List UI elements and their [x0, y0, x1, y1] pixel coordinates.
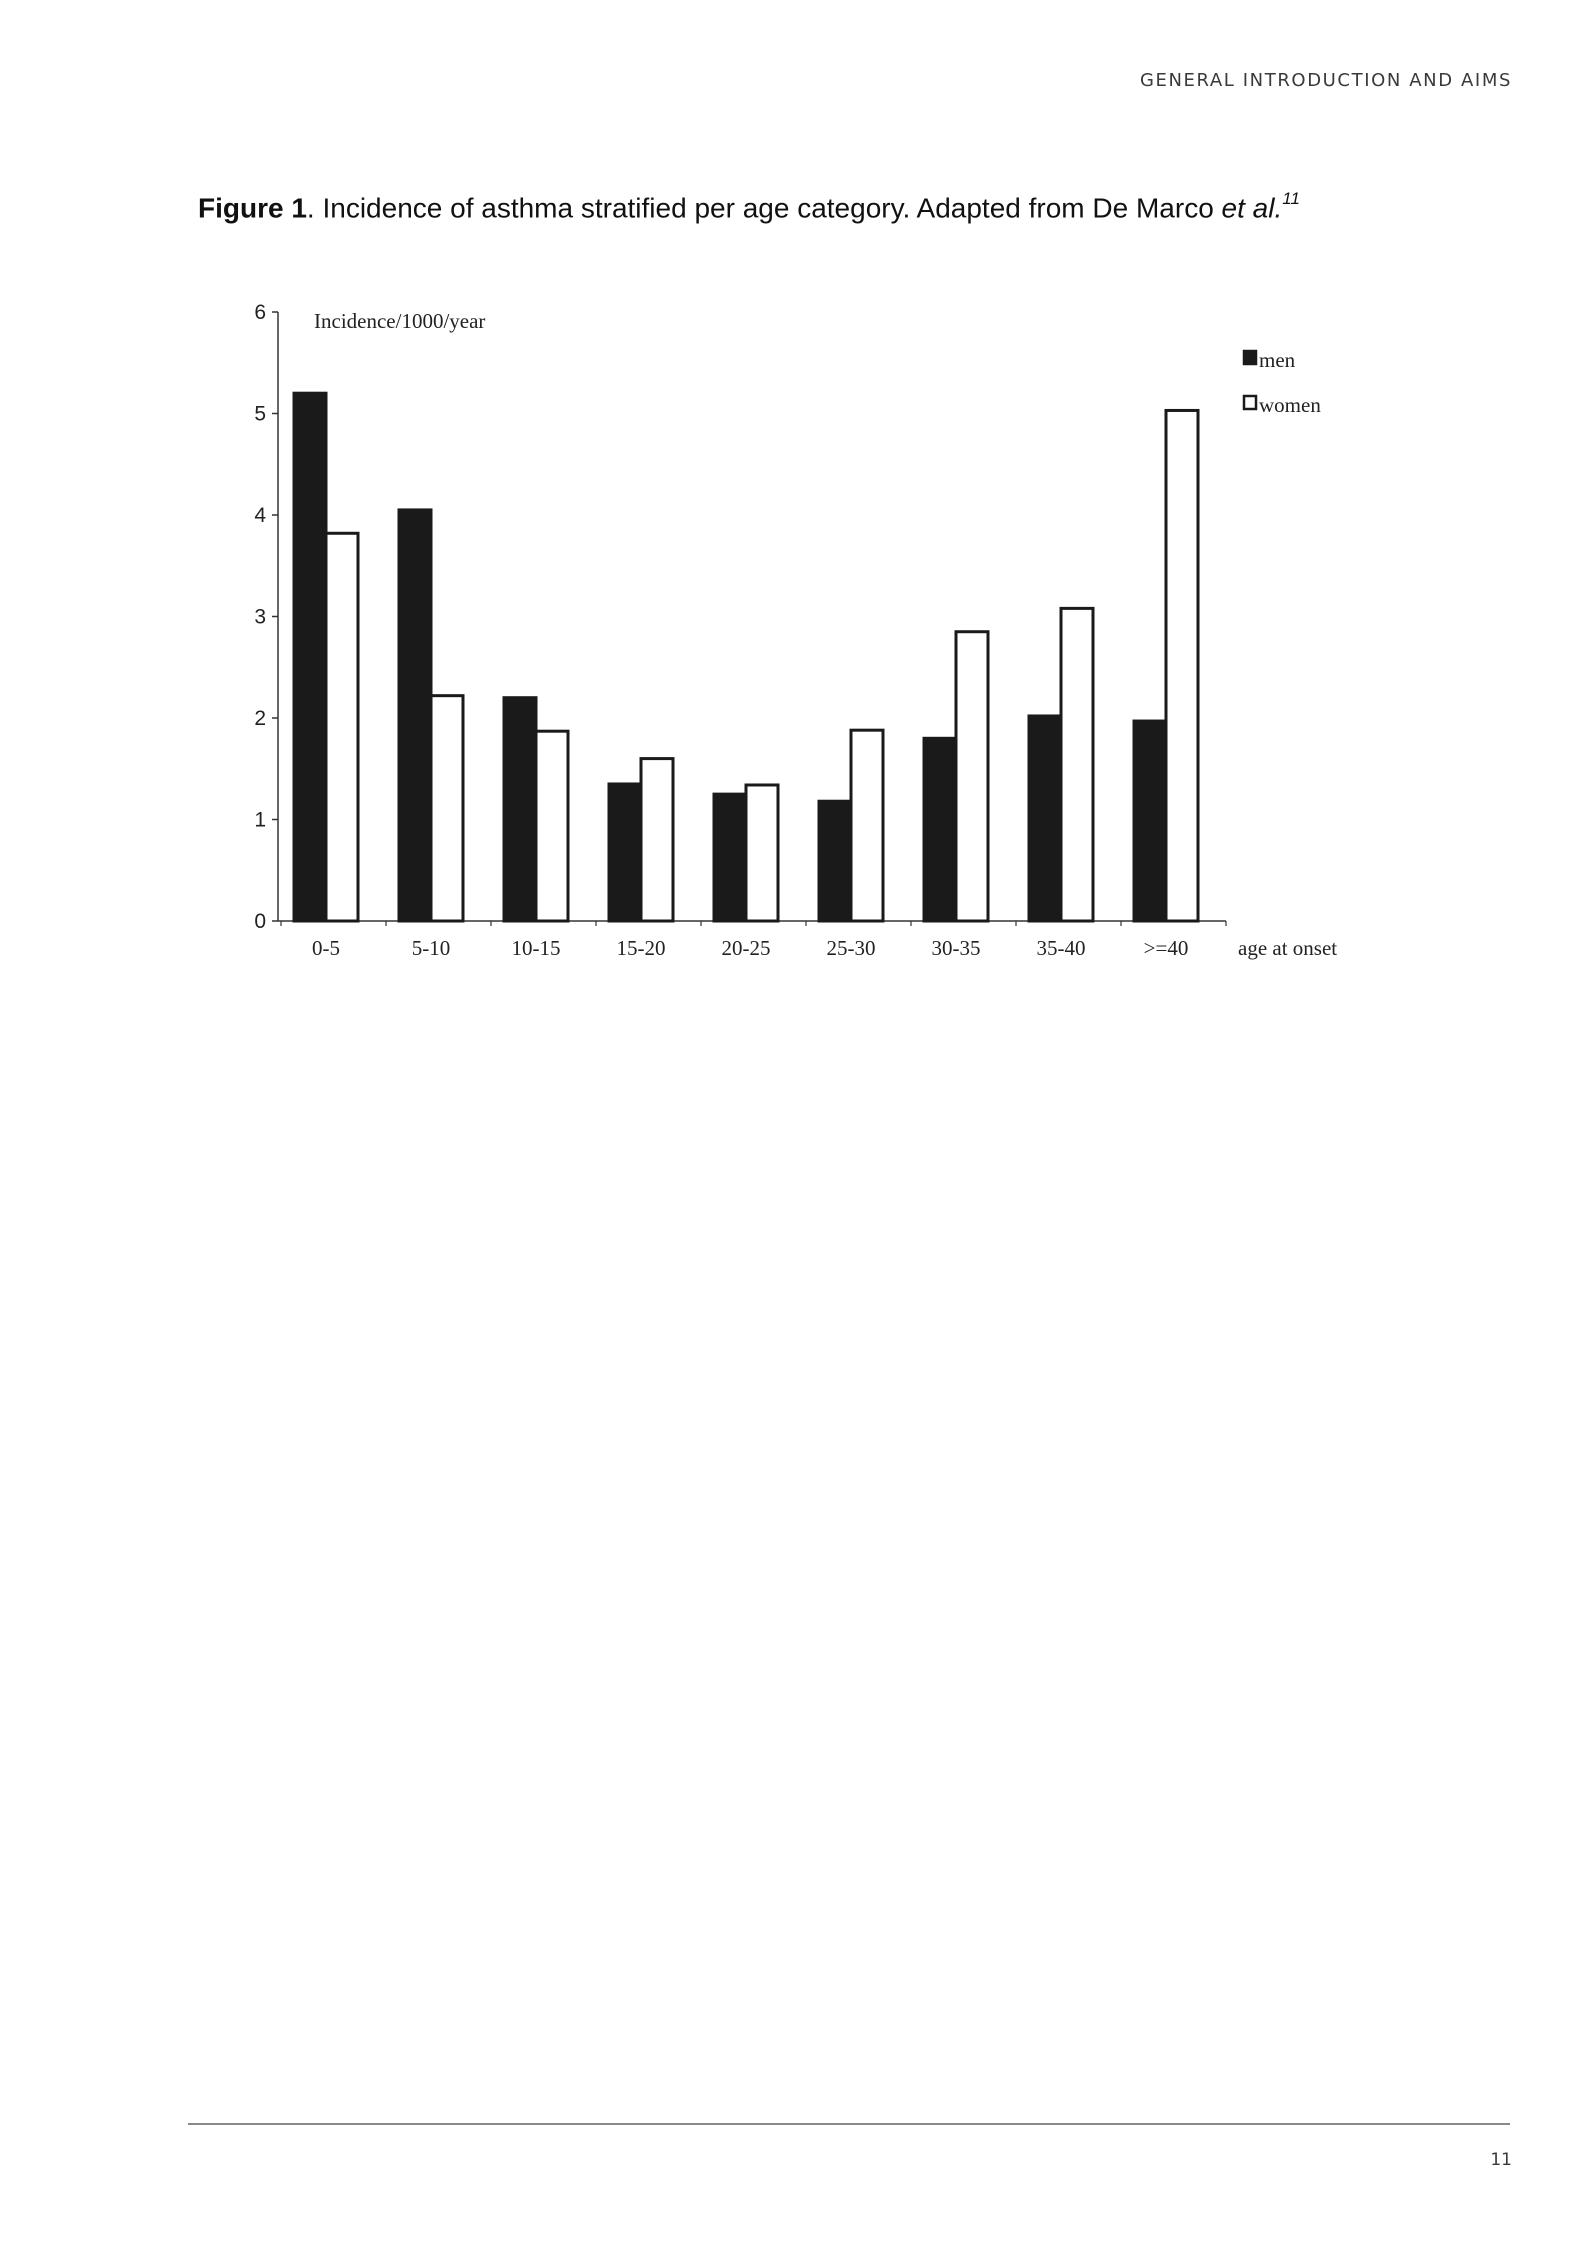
- bar-men-35-40: [1029, 716, 1061, 921]
- bar-men->=40: [1134, 721, 1166, 921]
- legend-label-men: men: [1259, 348, 1296, 372]
- figure-label: Figure 1: [198, 192, 307, 224]
- bar-men-25-30: [819, 801, 851, 921]
- bar-chart: [228, 290, 1378, 990]
- bar-men-30-35: [924, 738, 956, 921]
- footer-rule: [188, 2123, 1510, 2125]
- caption-reference: 11: [1282, 189, 1300, 208]
- x-tick-label: 15-20: [616, 936, 666, 960]
- y-tick-label: 5: [254, 402, 266, 426]
- bar-women-5-10: [431, 696, 463, 921]
- bar-men-10-15: [504, 698, 536, 921]
- caption-text: . Incidence of asthma stratified per age category. Adapted from De Marco: [306, 192, 1222, 224]
- bar-women->=40: [1166, 410, 1198, 921]
- x-tick-label: 25-30: [826, 936, 876, 960]
- x-tick-label: 5-10: [411, 936, 451, 960]
- x-axis-label: age at onset: [1238, 936, 1338, 960]
- bar-women-25-30: [851, 730, 883, 921]
- x-tick-label: 35-40: [1036, 936, 1086, 960]
- x-tick-label: 0-5: [312, 936, 340, 960]
- y-tick-label: 4: [254, 504, 266, 527]
- x-tick-label: 20-25: [721, 936, 771, 960]
- bar-men-5-10: [399, 510, 431, 921]
- y-tick-label: 1: [254, 808, 266, 832]
- legend-label-women: women: [1259, 393, 1321, 417]
- bar-women-0-5: [326, 533, 358, 921]
- y-tick-label: 0: [254, 910, 266, 933]
- y-tick-label: 6: [254, 301, 266, 324]
- legend-swatch-men: [1244, 351, 1256, 364]
- bar-women-30-35: [956, 632, 988, 921]
- page-number: 11: [1490, 2150, 1512, 2170]
- bar-women-15-20: [641, 759, 673, 921]
- bar-women-10-15: [536, 731, 568, 921]
- bar-women-20-25: [746, 785, 778, 921]
- legend-swatch-women: [1244, 396, 1256, 409]
- figure-caption: [198, 189, 1300, 224]
- running-header: GENERAL INTRODUCTION AND AIMS: [1139, 70, 1512, 91]
- bar-men-15-20: [609, 784, 641, 921]
- bar-women-35-40: [1061, 608, 1093, 921]
- caption-etal: et al.: [1221, 192, 1283, 224]
- x-tick-label: >=40: [1143, 936, 1189, 960]
- x-tick-label: 10-15: [511, 936, 561, 960]
- y-tick-label: 3: [254, 605, 266, 629]
- x-tick-label: 30-35: [931, 936, 981, 960]
- y-axis-label: Incidence/1000/year: [314, 309, 486, 333]
- bar-men-0-5: [294, 393, 326, 921]
- bar-men-20-25: [714, 794, 746, 921]
- y-tick-label: 2: [254, 707, 266, 730]
